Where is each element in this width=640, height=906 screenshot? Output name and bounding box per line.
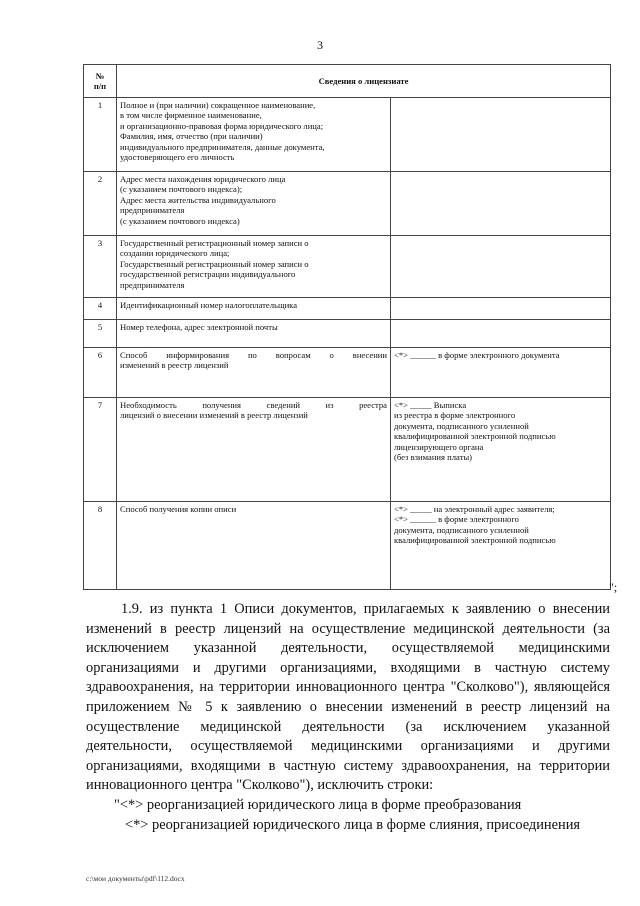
row-value: <*> _____ на электронный адрес заявителя; <*> ______ в форме электронного документа, подписанного усиленной квалифицированной электронной подписью [391, 502, 611, 590]
row-number: 3 [84, 236, 117, 298]
row-number: 7 [84, 398, 117, 502]
row-label: Государственный регистрационный номер записи о создании юридического лица; Государственный регистрационный номер записи о государственной регистрации индивидуального предпринимателя [117, 236, 391, 298]
row-value [391, 320, 611, 348]
amendment-text [86, 600, 610, 835]
row-number: 6 [84, 348, 117, 398]
row-number: 4 [84, 298, 117, 320]
paragraph: 1.9. из пункта 1 Описи документов, прилагаемых к заявлению о внесении изменений в реестр лицензий на осуществление медицинской деятельности (за исключением указанной деятельности, осуществляемой медицинскими организациями и другими организациями, входящими в частную систему здравоохранения, на территории инновационного центра "Сколково"), являющейся приложением № 5 к заявлению о внесении изменений в реестр лицензий на осуществление медицинской деятельности (за исключением указанной деятельности, осуществляемой медицинскими организациями и другими организациями, входящими в частную систему здравоохранения, на территории инновационного центра "Сколково"), исключить строки: [86, 601, 610, 794]
table-row [84, 502, 611, 590]
table-row [84, 398, 611, 502]
row-label-line: Способ информирования по вопросам о внесении [120, 350, 387, 360]
page-number: 3 [317, 38, 323, 52]
row-label [117, 348, 391, 398]
paragraph: "<*> реорганизацией юридического лица в форме преобразования [114, 796, 522, 813]
row-label: Способ получения копии описи [117, 502, 391, 590]
table-row [84, 236, 611, 298]
licensee-info-table [83, 64, 611, 590]
closing-quote: "; [609, 580, 618, 594]
row-label: Идентификационный номер налогоплательщика [117, 298, 391, 320]
row-number: 1 [84, 98, 117, 172]
row-value [391, 172, 611, 236]
file-path-footer: c:\мои документы\pdf\112.docx [86, 874, 185, 883]
table-row [84, 348, 611, 398]
row-label: Полное и (при наличии) сокращенное наименование, в том числе фирменное наименование, и организационно-правовая форма юридического лица; Фамилия, имя, отчество (при наличии) индивидуального предпринимателя, данные документа, удостоверяющего его личность [117, 98, 391, 172]
header-title: Сведения о лицензиате [117, 65, 611, 98]
row-label-line: изменений в реестр лицензий [120, 360, 229, 371]
row-value: <*> _____ Выписка из реестра в форме электронного документа, подписанного усиленной квалифицированной электронной подписью лицензирующего органа (без взимания платы) [391, 398, 611, 502]
row-label [117, 398, 391, 502]
header-number: № п/п [84, 65, 117, 98]
table-row [84, 172, 611, 236]
row-label-line: Необходимость получения сведений из реестра [120, 400, 387, 410]
row-value [391, 298, 611, 320]
row-label: Номер телефона, адрес электронной почты [117, 320, 391, 348]
row-number: 8 [84, 502, 117, 590]
table-header-row [84, 65, 611, 98]
row-label-line: лицензий о внесении изменений в реестр лицензий [120, 410, 308, 421]
paragraph: <*> реорганизацией юридического лица в форме слияния, присоединения [125, 816, 581, 833]
row-value [391, 236, 611, 298]
row-value: <*> ______ в форме электронного документа [391, 348, 611, 398]
table-row [84, 298, 611, 320]
row-value [391, 98, 611, 172]
table-row [84, 98, 611, 172]
row-number: 2 [84, 172, 117, 236]
row-label: Адрес места нахождения юридического лица (с указанием почтового индекса); Адрес места жительства индивидуального предпринимателя (с указанием почтового индекса) [117, 172, 391, 236]
table-row [84, 320, 611, 348]
row-number: 5 [84, 320, 117, 348]
